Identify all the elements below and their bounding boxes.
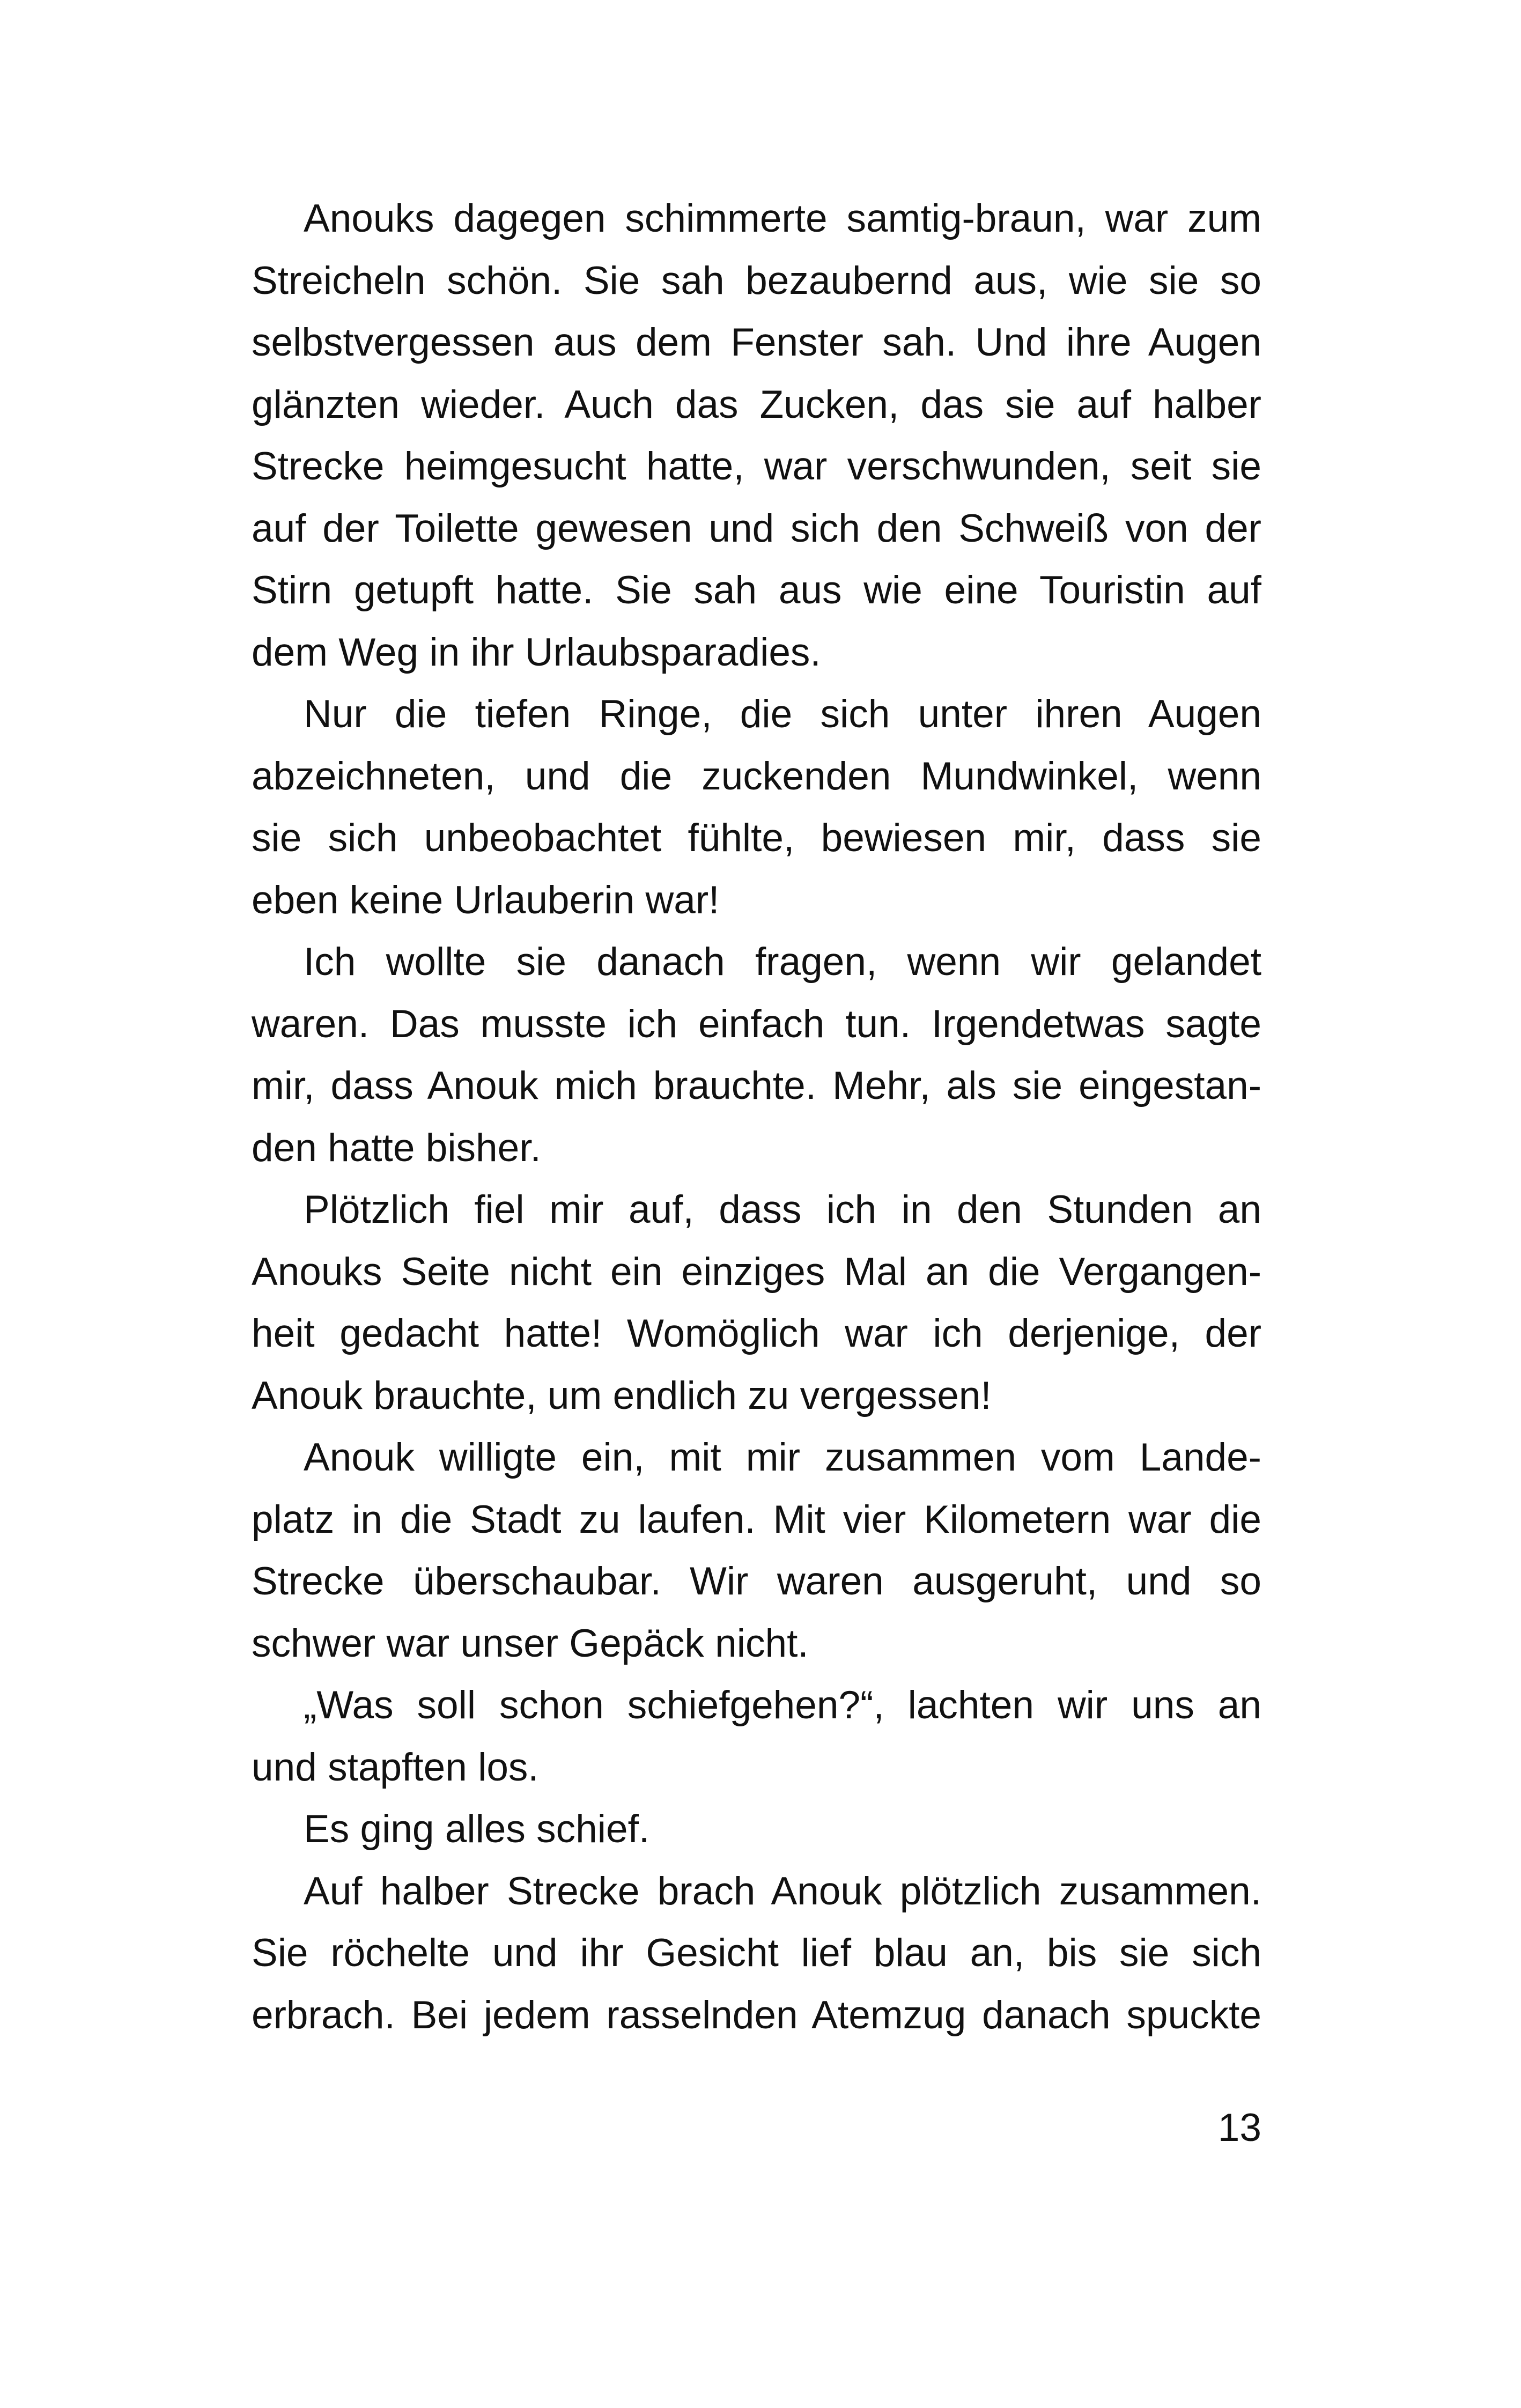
text-line: schwer war unser Gepäck nicht. xyxy=(252,1621,809,1665)
paragraph xyxy=(252,683,1261,931)
text-line: Anouk brauchte, um endlich zu vergessen! xyxy=(252,1373,992,1417)
text-line: Streicheln schön. Sie sah bezaubernd aus, wie sie so xyxy=(252,258,1261,302)
text-line: auf der Toilette gewesen und sich den Schweiß von der xyxy=(252,506,1261,550)
paragraph xyxy=(252,1860,1261,2047)
text-line: abzeichneten, und die zuckenden Mundwinkel, wenn xyxy=(252,754,1261,798)
text-line: glänzten wieder. Auch das Zucken, das sie auf halber xyxy=(252,382,1261,426)
text-line: platz in die Stadt zu laufen. Mit vier Kilometern war die xyxy=(252,1497,1261,1541)
text-line: Anouk willigte ein, mit mir zusammen vom Lande- xyxy=(304,1436,1261,1479)
text-line: heit gedacht hatte! Womöglich war ich derjenige, der xyxy=(252,1312,1261,1355)
text-line: Stirn getupft hatte. Sie sah aus wie eine Touristin auf xyxy=(252,568,1261,612)
text-line: „Was soll schon schiefgehen?“, lachten wir uns an xyxy=(304,1683,1261,1727)
text-line: Strecke überschaubar. Wir waren ausgeruht, und so xyxy=(252,1560,1261,1603)
paragraph xyxy=(252,1179,1261,1427)
text-line: Ich wollte sie danach fragen, wenn wir gelandet xyxy=(304,940,1261,984)
text-line: sie sich unbeobachtet fühlte, bewiesen mir, dass sie xyxy=(252,816,1261,860)
text-line: erbrach. Bei jedem rasselnden Atemzug danach spuckte xyxy=(252,1993,1261,2037)
text-line: selbstvergessen aus dem Fenster sah. Und ihre Augen xyxy=(252,321,1261,364)
text-line: Auf halber Strecke brach Anouk plötzlich zusammen. xyxy=(304,1869,1261,1913)
text-line: den hatte bisher. xyxy=(252,1126,541,1170)
text-line: Sie röchelte und ihr Gesicht lief blau an, bis sie sich xyxy=(252,1931,1261,1975)
text-line: Nur die tiefen Ringe, die sich unter ihren Augen xyxy=(304,692,1261,736)
text-line: und stapften los. xyxy=(252,1745,539,1789)
page-number: 13 xyxy=(1217,2106,1261,2150)
text-line: Es ging alles schief. xyxy=(304,1807,650,1851)
text-line: Plötzlich fiel mir auf, dass ich in den Stunden an xyxy=(304,1188,1261,1231)
text-line: Anouks Seite nicht ein einziges Mal an die Vergangen- xyxy=(252,1250,1261,1294)
paragraph xyxy=(252,1798,1261,1860)
paragraph xyxy=(252,188,1261,683)
text-line: dem Weg in ihr Urlaubsparadies. xyxy=(252,630,821,674)
paragraph xyxy=(252,1427,1261,1674)
text-line: Strecke heimgesucht hatte, war verschwunden, seit sie xyxy=(252,445,1261,488)
text-line: eben keine Urlauberin war! xyxy=(252,878,720,922)
text-line: mir, dass Anouk mich brauchte. Mehr, als sie eingestan- xyxy=(252,1064,1261,1107)
body-text xyxy=(252,188,1261,2046)
paragraph xyxy=(252,931,1261,1179)
paragraph xyxy=(252,1674,1261,1798)
text-line: Anouks dagegen schimmerte samtig-braun, war zum xyxy=(304,197,1261,240)
text-line: waren. Das musste ich einfach tun. Irgendetwas sagte xyxy=(252,1002,1261,1046)
